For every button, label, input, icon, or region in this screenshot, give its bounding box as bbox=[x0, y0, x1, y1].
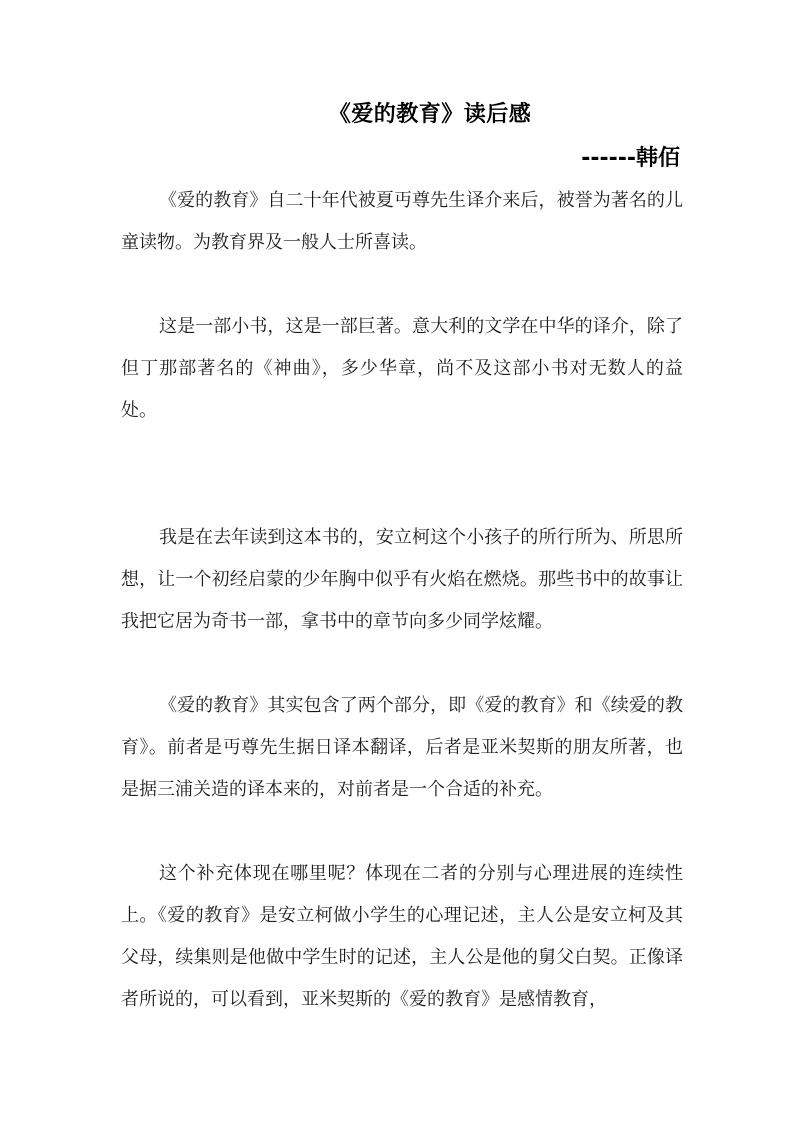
paragraph: 《爱的教育》其实包含了两个部分，即《爱的教育》和《续爱的教育》。前者是丏尊先生据日译本翻译，后者是亚米契斯的朋友所著，也是据三浦关造的译本来的，对前者是一个合适的补充。 bbox=[121, 695, 683, 800]
paragraph-5-block bbox=[121, 853, 683, 1021]
author-line: ------韩佰 bbox=[581, 146, 680, 171]
paragraph: 这个补充体现在哪里呢？体现在二者的分别与心理进展的连续性上。《爱的教育》是安立柯做小学生的心理记述，主人公是安立柯及其父母，续集则是他做中学生时的记述，主人公是他的舅父白契。正像译者所说的，可以看到，亚米契斯的《爱的教育》是感情教育， bbox=[121, 863, 683, 1010]
paragraph: 这是一部小书，这是一部巨著。意大利的文学在中华的译介，除了但丁那部著名的《神曲》，多少华章，尚不及这部小书对无数人的益处。 bbox=[121, 316, 683, 421]
paragraph-2-block bbox=[121, 306, 683, 432]
paragraph-4-block bbox=[121, 685, 683, 811]
paragraph-3-block bbox=[121, 517, 683, 643]
paragraph-1-block bbox=[121, 180, 683, 264]
paragraph: 《爱的教育》自二十年代被夏丏尊先生译介来后，被誉为著名的儿童读物。为教育界及一般人士所喜读。 bbox=[121, 190, 683, 253]
paragraph: 我是在去年读到这本书的，安立柯这个小孩子的所行所为、所思所想，让一个初经启蒙的少年胸中似乎有火焰在燃烧。那些书中的故事让我把它居为奇书一部，拿书中的章节向多少同学炫耀。 bbox=[121, 527, 683, 632]
document-title: 《爱的教育》读后感 bbox=[328, 102, 532, 127]
